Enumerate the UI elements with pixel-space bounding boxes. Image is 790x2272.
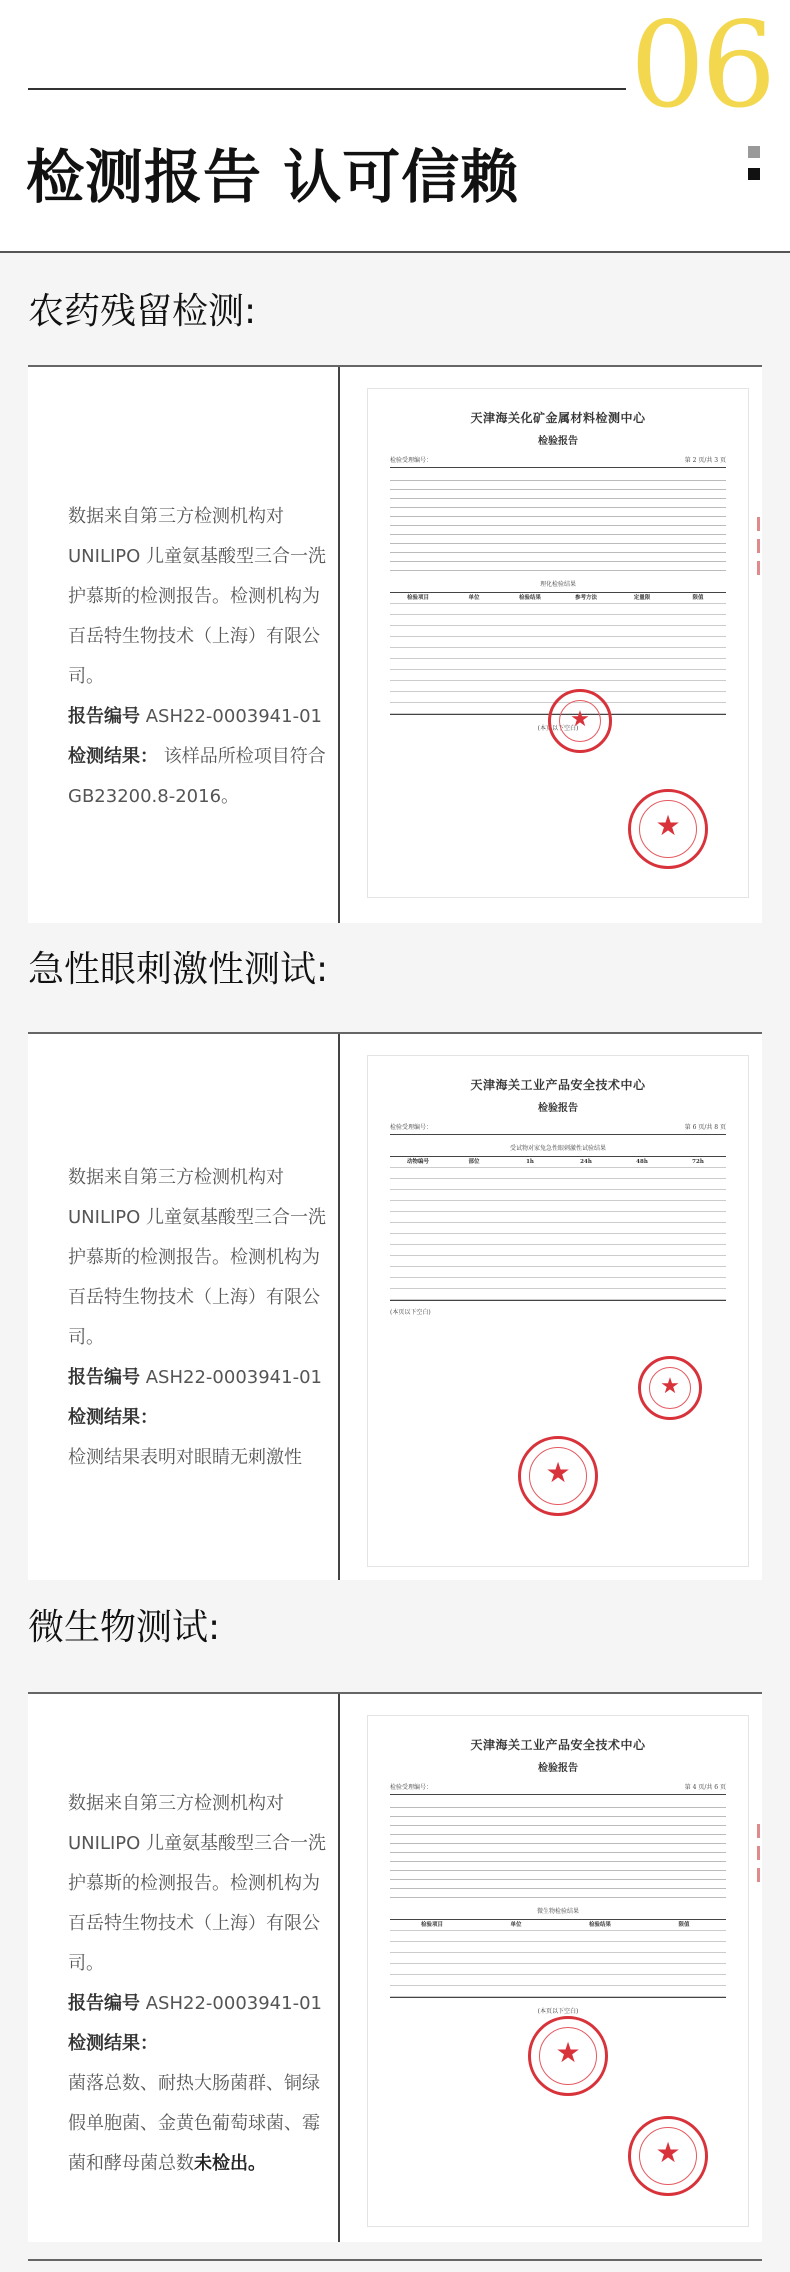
report-col: 检验结果 <box>518 595 541 601</box>
report-info-lines <box>390 1799 726 1898</box>
report-col: 动物编号 <box>406 1159 429 1165</box>
report-image-microbial[interactable] <box>368 1716 748 2226</box>
result-label: 检测结果： <box>68 1407 158 1428</box>
report-meta-right: 第 2 页/共 3 页 <box>684 457 726 464</box>
report-caption: 受试物对家兔急性眼刺激性试验结果 <box>509 1145 606 1152</box>
red-seal-icon: ★ <box>528 2016 608 2096</box>
report-meta <box>390 1782 726 1795</box>
intro-text: 数据来自第三方检测机构对UNILIPO 儿童氨基酸型三合一洗护慕斯的检测报告。检测机构为百岳特生物技术（上海）有限公司。 <box>68 1793 327 1974</box>
intro-text: 数据来自第三方检测机构对UNILIPO 儿童氨基酸型三合一洗护慕斯的检测报告。检测机构为百岳特生物技术（上海）有限公司。 <box>68 506 327 687</box>
report-info-lines <box>390 472 726 571</box>
report-col: 检验项目 <box>406 595 429 601</box>
report-col: 24h <box>580 1159 592 1165</box>
red-seal-icon: ★ <box>628 2116 708 2196</box>
report-col: 72h <box>692 1159 704 1165</box>
result-label: 检测结果： <box>68 2033 158 2054</box>
eye-irritation-panel <box>28 1034 762 1580</box>
red-seal-icon: ★ <box>628 789 708 869</box>
panel-divider <box>338 367 340 923</box>
edge-mark-icon <box>752 1824 762 1884</box>
report-table <box>390 1156 726 1301</box>
microbial-panel <box>28 1694 762 2242</box>
report-meta <box>390 1122 726 1135</box>
report-col: 单位 <box>468 595 480 601</box>
report-col: 限值 <box>692 595 704 601</box>
report-subtitle: 检验报告 <box>538 436 578 447</box>
report-caption: 微生物检验结果 <box>536 1908 579 1915</box>
section-title-microbial: 微生物测试: <box>28 1607 221 1648</box>
report-image-eye[interactable] <box>368 1056 748 1566</box>
report-number: ASH22-0003941-01 <box>145 1367 322 1388</box>
red-seal-icon: ★ <box>548 689 612 753</box>
report-end-note: (本页以下空白) <box>390 1309 431 1316</box>
result-text: 菌落总数、耐热大肠菌群、铜绿假单胞菌、金黄色葡萄球菌、霉菌和酵母菌总数 <box>68 2073 320 2174</box>
result-text: 该样品所检项目符合 GB23200.8-2016。 <box>68 746 326 807</box>
panel-divider <box>338 1034 340 1580</box>
pesticide-panel <box>28 367 762 923</box>
report-number: ASH22-0003941-01 <box>145 1993 322 2014</box>
panel-divider <box>338 1694 340 2242</box>
edge-mark-icon <box>752 517 762 577</box>
report-label: 报告编号 <box>68 706 140 727</box>
report-meta-left: 检验受理编号： <box>390 1784 433 1791</box>
result-label: 检测结果： <box>68 746 158 767</box>
report-org: 天津海关化矿金属材料检测中心 <box>470 411 646 425</box>
report-label: 报告编号 <box>68 1367 140 1388</box>
report-image-pesticide[interactable] <box>368 389 748 897</box>
result-emphasis: 未检出。 <box>194 2153 266 2174</box>
section-number: 06 <box>630 0 773 134</box>
report-label: 报告编号 <box>68 1993 140 2014</box>
header-rule <box>28 88 626 90</box>
page-title: 检测报告 认可信赖 <box>26 143 520 211</box>
report-meta-right: 第 4 页/共 6 页 <box>684 1784 726 1791</box>
result-text: 检测结果表明对眼睛无刺激性 <box>68 1447 302 1468</box>
report-subtitle: 检验报告 <box>538 1103 578 1114</box>
report-meta <box>390 455 726 468</box>
report-col: 部位 <box>468 1159 480 1165</box>
report-subtitle: 检验报告 <box>538 1763 578 1774</box>
report-number: ASH22-0003941-01 <box>145 706 322 727</box>
section-title-eye-irritation: 急性眼刺激性测试: <box>28 949 329 990</box>
bottom-rule <box>28 2259 762 2261</box>
report-col: 单位 <box>510 1922 522 1928</box>
report-caption: 理化检验结果 <box>539 581 576 588</box>
report-meta-left: 检验受理编号： <box>390 457 433 464</box>
report-col: 定量限 <box>633 595 651 601</box>
report-col: 检验项目 <box>420 1922 443 1928</box>
eye-irritation-text <box>68 1158 330 1478</box>
red-seal-icon: ★ <box>518 1436 598 1516</box>
report-col: 48h <box>636 1159 648 1165</box>
report-meta-right: 第 6 页/共 8 页 <box>684 1124 726 1131</box>
report-meta-left: 检验受理编号： <box>390 1124 433 1131</box>
report-end-note: (本页以下空白) <box>537 2008 579 2015</box>
content-area <box>0 253 790 2272</box>
intro-text: 数据来自第三方检测机构对UNILIPO 儿童氨基酸型三合一洗护慕斯的检测报告。检测机构为百岳特生物技术（上海）有限公司。 <box>68 1167 327 1348</box>
gray-square-icon <box>748 146 760 158</box>
report-org: 天津海关工业产品安全技术中心 <box>470 1738 646 1752</box>
black-square-icon <box>748 168 760 180</box>
page-header <box>0 0 790 253</box>
report-org: 天津海关工业产品安全技术中心 <box>470 1078 646 1092</box>
report-col: 限值 <box>678 1922 690 1928</box>
section-title-pesticide: 农药残留检测: <box>28 291 257 332</box>
report-table <box>390 1919 726 1998</box>
pesticide-text <box>68 497 330 817</box>
microbial-text <box>68 1784 330 2184</box>
report-end-note: (本页以下空白) <box>537 725 579 732</box>
report-col: 检验结果 <box>588 1922 611 1928</box>
report-col: 参考方法 <box>574 595 597 601</box>
red-seal-icon: ★ <box>638 1356 702 1420</box>
report-col: 1h <box>526 1159 534 1165</box>
